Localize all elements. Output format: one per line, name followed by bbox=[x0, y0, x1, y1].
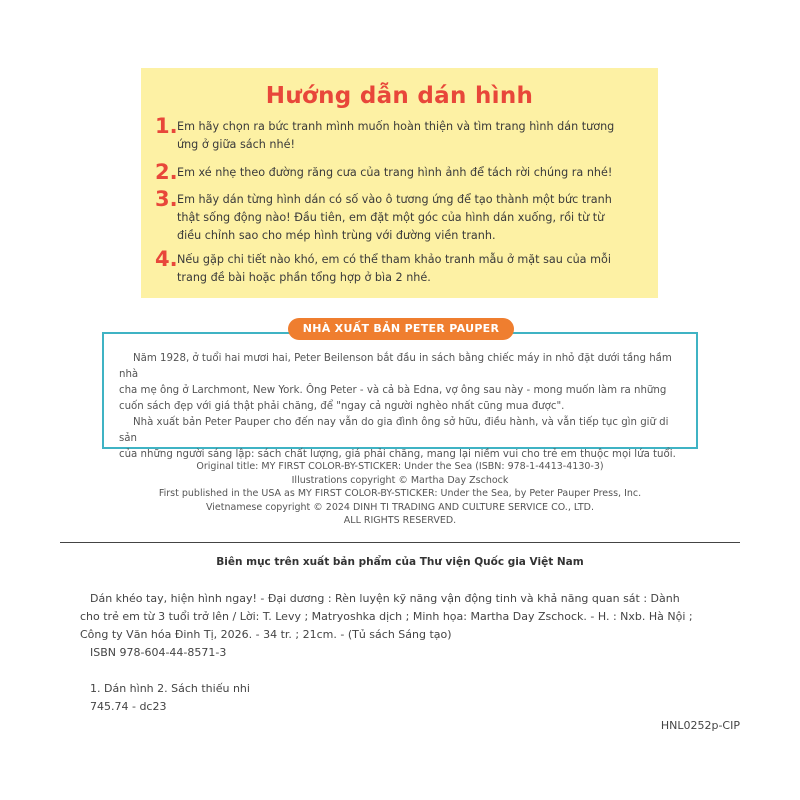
publisher-badge: NHÀ XUẤT BẢN PETER PAUPER bbox=[288, 318, 514, 340]
publisher-paragraph-2 bbox=[119, 415, 685, 463]
guide-step-4 bbox=[155, 247, 651, 287]
step-line: Em xé nhẹ theo đường răng cưa của trang hình ảnh để tách rời chúng ra nhé! bbox=[177, 166, 613, 179]
step-line: điều chỉnh sao cho mép hình trùng với đường viền tranh. bbox=[177, 229, 496, 242]
copyright-credits bbox=[150, 460, 650, 528]
step-line: trang đề bài hoặc phần tổng hợp ở bìa 2 nhé. bbox=[177, 271, 431, 284]
publisher-line: của những người sáng lập: sách chất lượng, giá phải chăng, mang lại niềm vui cho trẻ em thuộc mọi lứa tuổi. bbox=[119, 449, 676, 460]
credit-line: Vietnamese copyright © 2024 DINH TI TRADING AND CULTURE SERVICE CO., LTD. bbox=[205, 501, 594, 513]
publisher-info-box bbox=[102, 332, 698, 460]
step-number: 1. bbox=[155, 114, 178, 138]
step-line: Em hãy dán từng hình dán có số vào ô tương ứng để tạo thành một bức tranh bbox=[177, 193, 612, 206]
guide-step-3 bbox=[155, 187, 651, 245]
publisher-line: Nhà xuất bản Peter Pauper cho đến nay vẫn do gia đình ông sở hữu, điều hành, và vẫn tiếp tục gìn giữ di sản bbox=[119, 417, 669, 444]
cip-line: Công ty Văn hóa Đinh Tị, 2026. - 34 tr. ; 21cm. - (Tủ sách Sáng tạo) bbox=[80, 628, 452, 641]
cip-code: HNL0252p-CIP bbox=[660, 719, 740, 732]
credit-line: Illustrations copyright © Martha Day Zschock bbox=[291, 474, 509, 486]
guide-title: Hướng dẫn dán hình bbox=[265, 83, 534, 109]
cip-record bbox=[80, 590, 745, 716]
step-line: Nếu gặp chi tiết nào khó, em có thể tham khảo tranh mẫu ở mặt sau của mỗi bbox=[177, 253, 611, 266]
step-line: ứng ở giữa sách nhé! bbox=[177, 138, 295, 151]
cip-heading: Biên mục trên xuất bản phẩm của Thư viện Quốc gia Việt Nam bbox=[216, 556, 584, 568]
cip-subjects: 1. Dán hình 2. Sách thiếu nhi bbox=[90, 682, 250, 695]
step-line: thật sống động nào! Đầu tiên, em đặt một góc của hình dán xuống, rồi từ từ bbox=[177, 211, 605, 224]
cip-line: cho trẻ em từ 3 tuổi trở lên / Lời: T. Levy ; Matryoshka dịch ; Minh họa: Martha Day Zschock. - H. : Nxb. Hà Nội ; bbox=[80, 610, 693, 623]
step-number: 3. bbox=[155, 187, 178, 211]
guide-step-2 bbox=[155, 160, 651, 184]
step-text bbox=[177, 118, 651, 154]
guide-step-1 bbox=[155, 114, 651, 154]
step-text bbox=[177, 164, 651, 182]
step-text bbox=[177, 251, 651, 287]
step-text bbox=[177, 191, 651, 245]
publisher-paragraph-1 bbox=[119, 351, 685, 415]
step-line: Em hãy chọn ra bức tranh mình muốn hoàn thiện và tìm trang hình dán tương bbox=[177, 120, 615, 133]
cip-classification: 745.74 - dc23 bbox=[90, 700, 167, 713]
sticker-guide-box bbox=[141, 68, 658, 298]
cip-isbn: ISBN 978-604-44-8571-3 bbox=[90, 646, 227, 659]
credit-line: Original title: MY FIRST COLOR-BY-STICKER: Under the Sea (ISBN: 978-1-4413-4130-3) bbox=[196, 461, 604, 472]
publisher-line: cuốn sách đẹp với giá thật phải chăng, để "ngay cả người nghèo nhất cũng mua được". bbox=[119, 401, 565, 412]
step-number: 4. bbox=[155, 247, 178, 271]
credit-line: ALL RIGHTS RESERVED. bbox=[343, 515, 457, 526]
divider bbox=[60, 542, 740, 543]
step-number: 2. bbox=[155, 160, 178, 184]
cip-line: Dán khéo tay, hiện hình ngay! - Đại dương : Rèn luyện kỹ năng vận động tinh và khả năng quan sát : Dành bbox=[90, 592, 680, 605]
cip-spacer bbox=[90, 662, 745, 680]
publisher-body bbox=[119, 351, 685, 463]
publisher-line: cha mẹ ông ở Larchmont, New York. Ông Peter - và cả bà Edna, vợ ông sau này - mong muốn làm ra những bbox=[119, 385, 667, 396]
credit-line: First published in the USA as MY FIRST COLOR-BY-STICKER: Under the Sea, by Peter Pauper Press, Inc. bbox=[158, 488, 642, 499]
publisher-line: Năm 1928, ở tuổi hai mươi hai, Peter Beilenson bắt đầu in sách bằng chiếc máy in nhỏ đặt dưới tầng hầm nhà bbox=[119, 353, 672, 380]
